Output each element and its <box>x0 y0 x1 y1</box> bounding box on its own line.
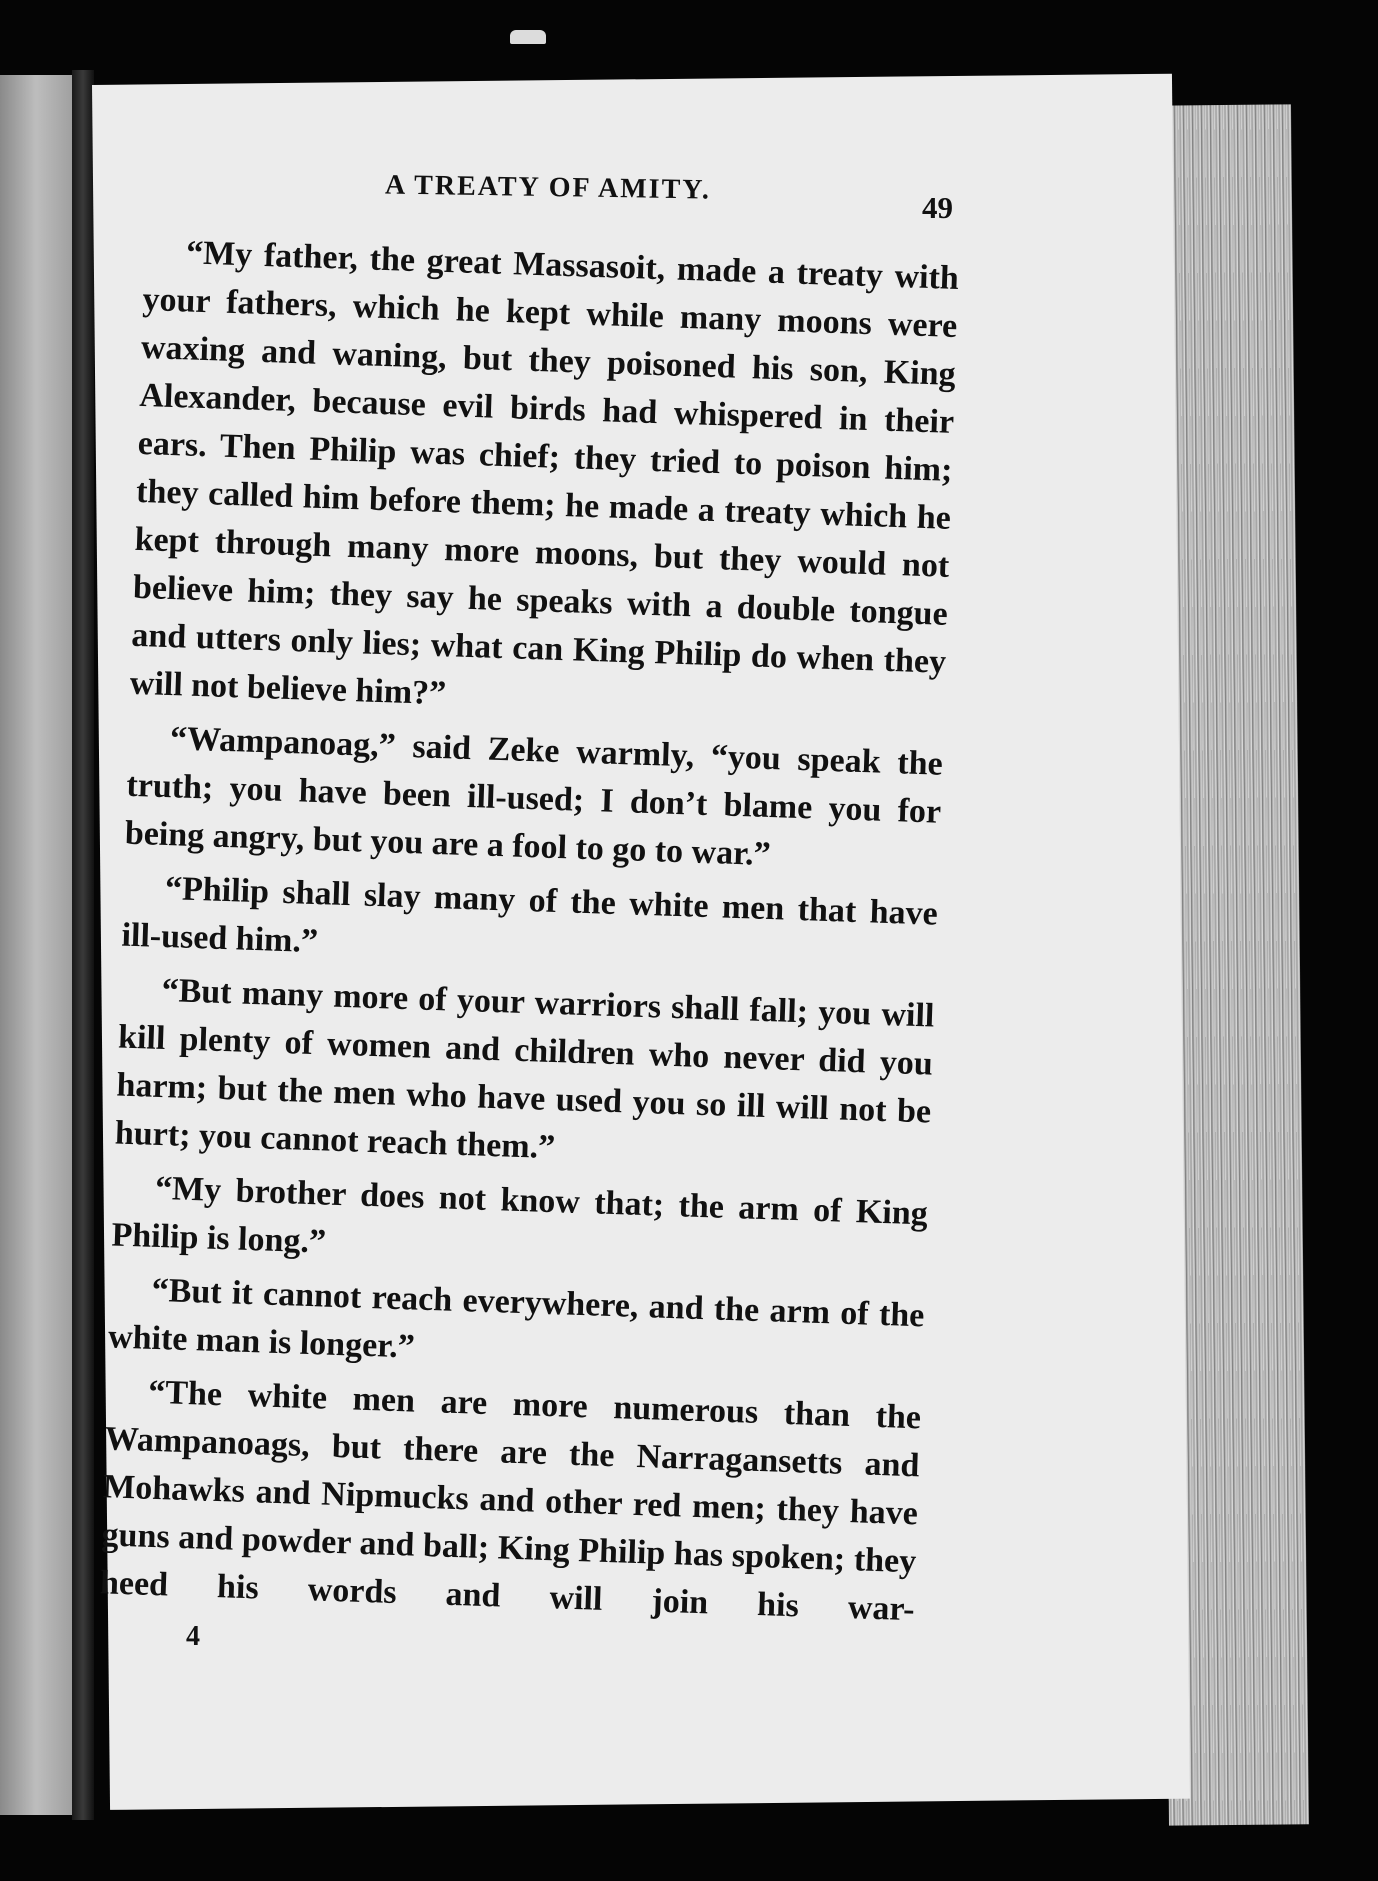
signature-mark: 4 <box>186 1621 200 1652</box>
running-head: A TREATY OF AMITY. <box>384 169 712 206</box>
paragraph: “The white men are more numerous than the Wampanoags, but there are the Narragansetts and Mohawks and Nipmucks and other red men; they have guns and powder and ball; King Philip has spoken; they heed his words and will join his war- <box>99 1373 922 1629</box>
paragraph: “But many more of your warriors shall fall; you will kill plenty of women and children who never did you harm; but the men who have used you so ill will not be hurt; you cannot reach them.” <box>114 971 935 1167</box>
body-text <box>99 228 960 1640</box>
paragraph: “Philip shall slay many of the white men that have ill-used him.” <box>120 870 939 961</box>
facing-page-edge <box>0 75 80 1815</box>
book-gutter <box>72 70 94 1820</box>
paragraph: “My father, the great Massasoit, made a treaty with your fathers, which he kept while many moons were waxing and waning, but they poisoned his son, King Alexander, because evil birds had whispered in their ears. Then Philip was chief; they tried to poison him; they called him before them; he made a treaty which he kept through many more moons, but they would not believe him; they say he speaks with a double tongue and utters only lies; what can King Philip do when they will not believe him?” <box>129 234 960 713</box>
paragraph: “Wampanoag,” said Zeke warmly, “you speak the truth; you have been ill-used; I don’t blame you for being angry, but you are a fool to go to war.” <box>124 720 944 874</box>
page-number: 49 <box>922 190 953 225</box>
scan-top-mark <box>510 30 546 44</box>
paragraph: “My brother does not know that; the arm of King Philip is long.” <box>110 1169 929 1261</box>
paragraph: “But it cannot reach everywhere, and the arm of the white man is longer.” <box>107 1271 925 1366</box>
